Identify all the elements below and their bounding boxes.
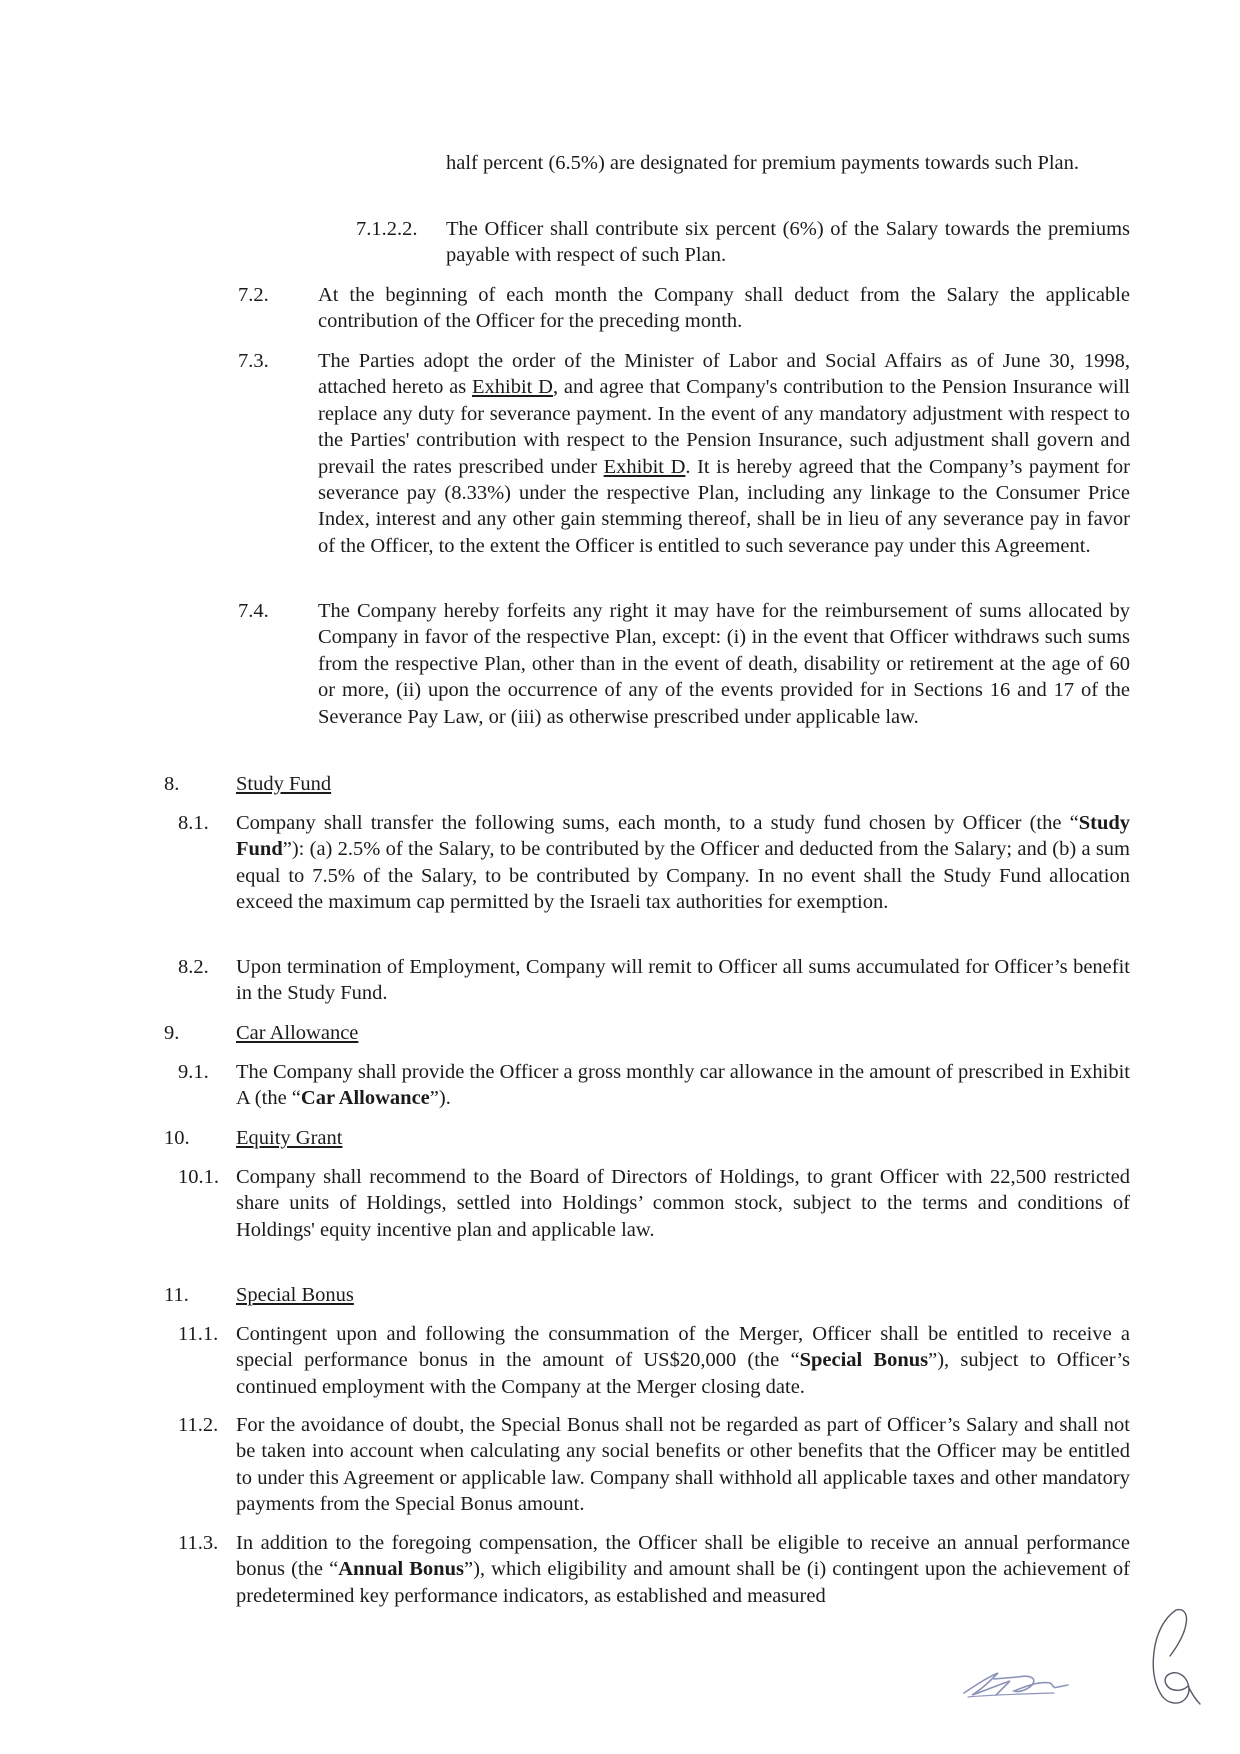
clause-number: 9.1. — [178, 1061, 209, 1083]
initials-signature-icon — [1136, 1604, 1208, 1714]
defined-term: Special Bonus — [799, 1349, 929, 1372]
clause-text: Contingent upon and following the consummation of the Merger, Officer shall be entitled to receive a special performance bonus in the amount of US$20,000 (the “Special Bonus”), subject to Officer’s continued employment with the Company at the Merger closing date. — [236, 1323, 1130, 1398]
section-number: 9. — [164, 1022, 180, 1044]
clause-number: 11.3. — [178, 1532, 219, 1554]
clause-text: The Company hereby forfeits any right it may have for the reimbursement of sums allocated by Company in favor of the respective Plan, except: (i) in the event that Officer withdraws such sums from the respective Plan, other than in the event of death, disability or retirement at the age of 60 or more, (ii) upon the occurrence of any of the events provided for in Sections 16 and 17 of the Severance Pay Law, or (iii) as otherwise prescribed under applicable law. — [318, 600, 1130, 728]
defined-term: Annual Bonus — [338, 1558, 464, 1581]
initials-signature-icon — [958, 1655, 1078, 1705]
clause-7-1-2-1-continued: half percent (6.5%) are designated for premium payments towards such Plan. — [446, 152, 1080, 174]
section-title: Special Bonus — [236, 1284, 354, 1306]
clause-text: Upon termination of Employment, Company will remit to Officer all sums accumulated for Officer’s benefit in the Study Fund. — [236, 956, 1130, 1005]
exhibit-d-reference: Exhibit D — [603, 455, 686, 478]
section-title: Study Fund — [236, 773, 332, 795]
clause-number: 7.1.2.2. — [356, 218, 418, 240]
clause-text: Company shall transfer the following sums, each month, to a study fund chosen by Officer (the “Study Fund”): (a) 2.5% of the Salary, to be contributed by the Officer and deducted from the Salary; and (b) a sum equal to 7.5% of the Salary, to be contributed by Company. In no event shall the Study Fund allocation exceed the maximum cap permitted by the Israeli tax authorities for exemption. — [236, 812, 1130, 914]
section-number: 11. — [164, 1284, 189, 1306]
clause-number: 11.2. — [178, 1414, 219, 1436]
clause-number: 11.1. — [178, 1323, 219, 1345]
clause-number: 7.2. — [238, 284, 269, 306]
section-title: Equity Grant — [236, 1127, 343, 1149]
clause-text: Company shall recommend to the Board of Directors of Holdings, to grant Officer with 22,500 restricted share units of Holdings, settled into Holdings’ common stock, subject to the terms and conditions of Holdings' equity incentive plan and applicable law. — [236, 1166, 1130, 1241]
clause-number: 8.1. — [178, 812, 209, 834]
exhibit-d-reference: Exhibit D — [472, 376, 553, 399]
clause-text: In addition to the foregoing compensation, the Officer shall be eligible to receive an annual performance bonus (the “Annual Bonus”), which eligibility and amount shall be (i) contingent upon the achievement of predetermined key performance indicators, as established and measured — [236, 1532, 1130, 1607]
clause-text: At the beginning of each month the Company shall deduct from the Salary the applicable contribution of the Officer for the preceding month. — [318, 284, 1130, 333]
clause-number: 8.2. — [178, 956, 209, 978]
clause-number: 7.4. — [238, 600, 269, 622]
clause-text: The Company shall provide the Officer a gross monthly car allowance in the amount of prescribed in Exhibit A (the “Car Allowance”). — [236, 1061, 1130, 1110]
clause-text: The Parties adopt the order of the Minister of Labor and Social Affairs as of June 30, 1998, attached hereto as Exhibit D, and agree that Company's contribution to the Pension Insurance will replace any duty for severance payment. In the event of any mandatory adjustment with respect to the Parties' contribution with respect to the Pension Insurance, such adjustment shall govern and prevail the rates prescribed under Exhibit D. It is hereby agreed that the Company’s payment for severance pay (8.33%) under the respective Plan, including any linkage to the Consumer Price Index, interest and any other gain stemming thereof, shall be in lieu of any severance pay in favor of the Officer, to the extent the Officer is entitled to such severance pay under this Agreement. — [318, 350, 1130, 557]
defined-term: Car Allowance — [300, 1087, 430, 1110]
clause-number: 10.1. — [178, 1166, 219, 1188]
defined-term: Study Fund — [236, 812, 1130, 861]
section-title: Car Allowance — [236, 1022, 359, 1044]
clause-text: The Officer shall contribute six percent (6%) of the Salary towards the premiums payable with respect of such Plan. — [446, 218, 1130, 267]
clause-text: For the avoidance of doubt, the Special Bonus shall not be regarded as part of Officer’s Salary and shall not be taken into account when calculating any social benefits or other benefits that the Officer may be entitled to under this Agreement or applicable law. Company shall withhold all applicable taxes and other mandatory payments from the Special Bonus amount. — [236, 1414, 1130, 1516]
section-number: 8. — [164, 773, 180, 795]
section-number: 10. — [164, 1127, 190, 1149]
clause-number: 7.3. — [238, 350, 269, 372]
